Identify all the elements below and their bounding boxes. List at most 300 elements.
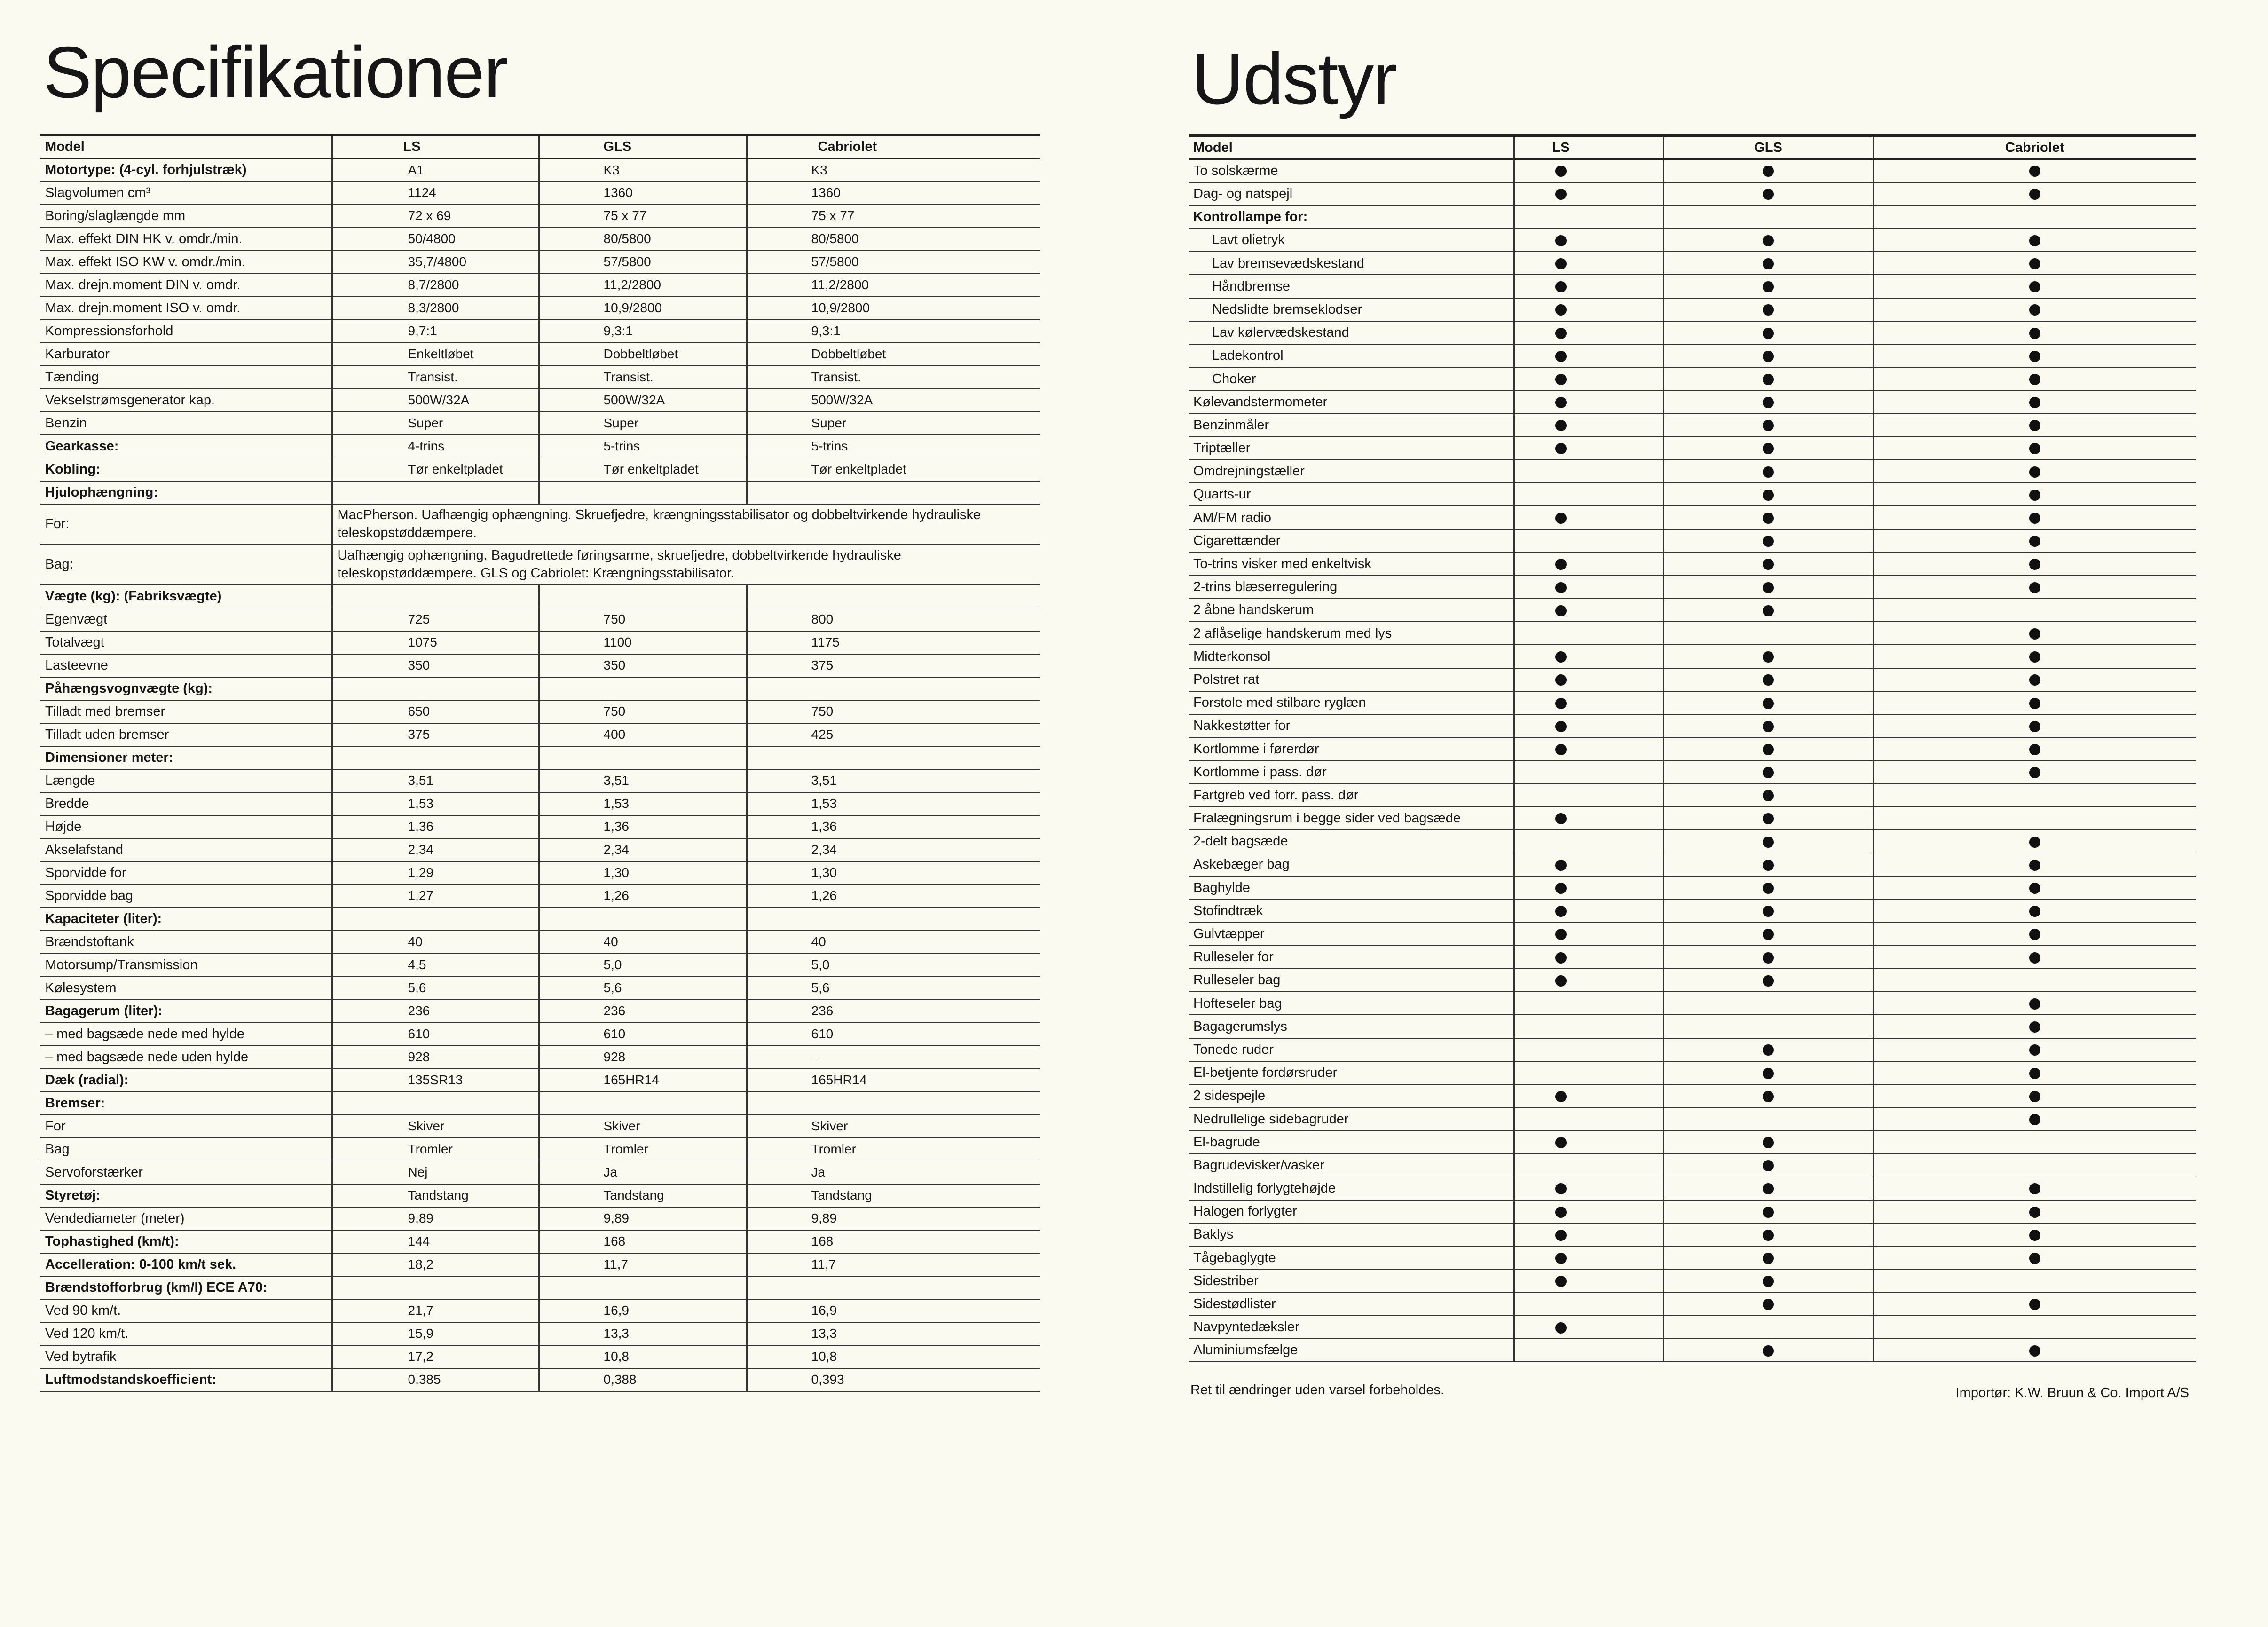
included-dot-icon	[2029, 281, 2040, 292]
spec-row	[40, 182, 1040, 205]
equipment-row-label: To-trins visker med enkeltvisk	[1189, 553, 1514, 576]
equipment-cell-ls	[1514, 159, 1663, 182]
equipment-row-label: 2-delt bagsæde	[1189, 830, 1514, 853]
equipment-cell-cab	[1873, 414, 2196, 437]
included-dot-icon	[1763, 651, 1774, 663]
equipment-cell-cab	[1873, 807, 2196, 830]
included-dot-icon	[1763, 767, 1774, 778]
equipment-cell-cab	[1873, 992, 2196, 1015]
spec-row-value: 18,2	[332, 1253, 539, 1276]
equipment-row-label: AM/FM radio	[1189, 506, 1514, 529]
equipment-row	[1189, 645, 2196, 668]
spec-row-label: Sporvidde bag	[40, 885, 332, 908]
spec-row-label: Bredde	[40, 792, 332, 815]
spec-row-value: 135SR13	[332, 1069, 539, 1092]
included-dot-icon	[1763, 258, 1774, 269]
equipment-row-label: Dag- og natspejl	[1189, 182, 1514, 205]
equipment-cell-gls	[1663, 1154, 1873, 1177]
equipment-cell-cab	[1873, 1061, 2196, 1084]
equipment-row	[1189, 390, 2196, 413]
equipment-row-label: Nedslidte bremseklodser	[1189, 298, 1514, 321]
equipment-cell-ls	[1514, 1061, 1663, 1084]
equipment-cell-gls	[1663, 923, 1873, 946]
equipment-row-label: Triptæller	[1189, 437, 1514, 460]
equipment-cell-ls	[1514, 1038, 1663, 1061]
equipment-row-label: Kontrollampe for:	[1189, 205, 1514, 229]
spec-row-value: 375	[747, 654, 1040, 677]
equipment-cell-ls	[1514, 529, 1663, 553]
spec-row-label: Max. effekt ISO KW v. omdr./min.	[40, 251, 332, 274]
spec-row	[40, 320, 1040, 343]
included-dot-icon	[2029, 1021, 2040, 1033]
equipment-cell-gls	[1663, 159, 1873, 182]
spec-row-label: Påhængsvognvægte (kg):	[40, 677, 332, 700]
spec-row-label: Max. effekt DIN HK v. omdr./min.	[40, 228, 332, 251]
included-dot-icon	[1763, 975, 1774, 987]
spec-row-value: 144	[332, 1230, 539, 1253]
equipment-cell-ls	[1514, 784, 1663, 807]
included-dot-icon	[2029, 744, 2040, 755]
included-dot-icon	[1555, 813, 1567, 824]
equipment-cell-gls	[1663, 668, 1873, 691]
spec-row-value: 8,7/2800	[332, 274, 539, 297]
equipment-row-label: Lavt olietryk	[1189, 229, 1514, 252]
spec-row	[40, 1023, 1040, 1046]
equipment-cell-cab	[1873, 923, 2196, 946]
spec-row	[40, 1069, 1040, 1092]
equipment-row	[1189, 1154, 2196, 1177]
equipment-row-label: Aluminiumsfælge	[1189, 1339, 1514, 1362]
spec-row	[40, 458, 1040, 481]
included-dot-icon	[1555, 374, 1567, 385]
included-dot-icon	[2029, 189, 2040, 200]
equipment-cell-ls	[1514, 229, 1663, 252]
spec-row	[40, 723, 1040, 746]
spec-row	[40, 1368, 1040, 1391]
included-dot-icon	[1555, 1137, 1567, 1148]
included-dot-icon	[1763, 1183, 1774, 1194]
equipment-row-label: Kortlomme i pass. dør	[1189, 760, 1514, 783]
spec-row-value	[539, 1276, 747, 1299]
included-dot-icon	[2029, 513, 2040, 524]
included-dot-icon	[2029, 628, 2040, 640]
spec-row-value: Tromler	[539, 1138, 747, 1161]
included-dot-icon	[1763, 1044, 1774, 1056]
spec-row-value: 1360	[747, 182, 1040, 205]
equipment-row	[1189, 992, 2196, 1015]
equipment-cell-gls	[1663, 506, 1873, 529]
included-dot-icon	[1555, 744, 1567, 755]
spec-row-value: 500W/32A	[747, 389, 1040, 412]
spec-row-value: 50/4800	[332, 228, 539, 251]
spec-row-value: 57/5800	[539, 251, 747, 274]
equipment-cell-cab	[1873, 645, 2196, 668]
included-dot-icon	[2029, 328, 2040, 339]
equipment-row-label: Nedrullelige sidebagruder	[1189, 1107, 1514, 1130]
equipment-row	[1189, 923, 2196, 946]
equipment-row	[1189, 229, 2196, 252]
equipment-cell-ls	[1514, 182, 1663, 205]
spec-row-value: Tandstang	[332, 1184, 539, 1207]
equipment-cell-ls	[1514, 1246, 1663, 1269]
equipment-row	[1189, 1270, 2196, 1293]
equipment-cell-ls	[1514, 367, 1663, 390]
equipment-row-label: Polstret rat	[1189, 668, 1514, 691]
spec-row-label: Egenvægt	[40, 608, 332, 631]
equipment-row-label: Hofteseler bag	[1189, 992, 1514, 1015]
included-dot-icon	[2029, 651, 2040, 663]
spec-row-value	[332, 1276, 539, 1299]
equipment-cell-cab	[1873, 553, 2196, 576]
equipment-cell-cab	[1873, 969, 2196, 992]
included-dot-icon	[2029, 1183, 2040, 1194]
equipment-row-label: Fralægningsrum i begge sider ved bagsæde	[1189, 807, 1514, 830]
equipment-row-label: Tonede ruder	[1189, 1038, 1514, 1061]
included-dot-icon	[2029, 490, 2040, 501]
included-dot-icon	[1763, 1299, 1774, 1310]
spec-row-value: Skiver	[539, 1115, 747, 1138]
spec-row-label: Brændstoftank	[40, 931, 332, 954]
spec-row-value: 1124	[332, 182, 539, 205]
equipment-row	[1189, 460, 2196, 483]
spec-row-value: 5,0	[747, 954, 1040, 977]
spec-row-value: Skiver	[332, 1115, 539, 1138]
spec-row-value: 928	[332, 1046, 539, 1069]
spec-row-value: Tør enkeltpladet	[539, 458, 747, 481]
equipment-row-label: Håndbremse	[1189, 275, 1514, 298]
spec-row-label: Vekselstrømsgenerator kap.	[40, 389, 332, 412]
spec-row-value: Transist.	[539, 366, 747, 389]
spec-row-label: Karburator	[40, 343, 332, 366]
equipment-cell-ls	[1514, 645, 1663, 668]
equipment-cell-cab	[1873, 205, 2196, 229]
spec-row-value: 5,6	[747, 977, 1040, 1000]
equipment-row	[1189, 969, 2196, 992]
included-dot-icon	[1763, 374, 1774, 385]
equipment-row-label: Choker	[1189, 367, 1514, 390]
spec-row-value: 375	[332, 723, 539, 746]
equipment-cell-cab	[1873, 1200, 2196, 1223]
equipment-cell-gls	[1663, 1223, 1873, 1246]
spec-row-label: Tophastighed (km/t):	[40, 1230, 332, 1253]
equipment-row-label: Quarts-ur	[1189, 483, 1514, 506]
spec-row-value: 57/5800	[747, 251, 1040, 274]
equipment-cell-gls	[1663, 414, 1873, 437]
spec-row-value: 165HR14	[747, 1069, 1040, 1092]
spec-row-value: 9,89	[332, 1207, 539, 1230]
column-header: LS	[332, 135, 539, 158]
equipment-row-label: Nakkestøtter for	[1189, 714, 1514, 737]
equipment-cell-ls	[1514, 1107, 1663, 1130]
spec-row-value: 350	[539, 654, 747, 677]
spec-row-value: Super	[332, 412, 539, 435]
equipment-cell-ls	[1514, 460, 1663, 483]
spec-row-label: Dimensioner meter:	[40, 746, 332, 769]
spec-row	[40, 1161, 1040, 1184]
equipment-cell-cab	[1873, 691, 2196, 714]
included-dot-icon	[1555, 721, 1567, 732]
included-dot-icon	[2029, 1068, 2040, 1079]
included-dot-icon	[1555, 860, 1567, 871]
equipment-cell-cab	[1873, 1316, 2196, 1339]
equipment-cell-ls	[1514, 205, 1663, 229]
spec-row-value: 725	[332, 608, 539, 631]
included-dot-icon	[1763, 1345, 1774, 1357]
spec-row-value: Enkeltløbet	[332, 343, 539, 366]
included-dot-icon	[1763, 397, 1774, 408]
equipment-row-label: Omdrejningstæller	[1189, 460, 1514, 483]
included-dot-icon	[1763, 1253, 1774, 1264]
equipment-title: Udstyr	[1191, 38, 1396, 119]
equipment-cell-ls	[1514, 714, 1663, 737]
equipment-cell-gls	[1663, 252, 1873, 275]
spec-row	[40, 815, 1040, 838]
equipment-cell-gls	[1663, 645, 1873, 668]
spec-row-value: 1,26	[539, 885, 747, 908]
equipment-row	[1189, 576, 2196, 599]
equipment-row-label: 2 sidespejle	[1189, 1084, 1514, 1107]
spec-row-value	[539, 481, 747, 504]
column-header: Cabriolet	[747, 135, 1040, 158]
equipment-cell-ls	[1514, 321, 1663, 344]
equipment-cell-gls	[1663, 714, 1873, 737]
spec-row-value: 9,7:1	[332, 320, 539, 343]
equipment-row	[1189, 946, 2196, 969]
included-dot-icon	[2029, 1207, 2040, 1218]
equipment-row	[1189, 182, 2196, 205]
equipment-row-label: Lav bremsevædskestand	[1189, 252, 1514, 275]
equipment-row	[1189, 1339, 2196, 1362]
spec-row-value: 1175	[747, 631, 1040, 654]
equipment-cell-gls	[1663, 992, 1873, 1015]
spec-row	[40, 158, 1040, 182]
spec-row-value	[332, 746, 539, 769]
equipment-cell-ls	[1514, 807, 1663, 830]
included-dot-icon	[2029, 466, 2040, 478]
spec-row-value: Ja	[747, 1161, 1040, 1184]
included-dot-icon	[1555, 351, 1567, 362]
equipment-cell-ls	[1514, 1154, 1663, 1177]
spec-row-value: 750	[539, 700, 747, 723]
equipment-row	[1189, 321, 2196, 344]
spec-row-value: 1075	[332, 631, 539, 654]
equipment-cell-gls	[1663, 807, 1873, 830]
spec-row-value: Tromler	[747, 1138, 1040, 1161]
spec-row-value: 10,8	[747, 1345, 1040, 1368]
equipment-row-label: Tågebaglygte	[1189, 1246, 1514, 1269]
equipment-row	[1189, 830, 2196, 853]
spec-row	[40, 205, 1040, 228]
disclaimer-note: Ret til ændringer uden varsel forbeholdes.	[1190, 1382, 1445, 1398]
equipment-row	[1189, 853, 2196, 876]
spec-row-value: 10,9/2800	[747, 297, 1040, 320]
equipment-row	[1189, 367, 2196, 390]
equipment-row-label: Stofindtræk	[1189, 900, 1514, 923]
included-dot-icon	[1763, 1230, 1774, 1241]
spec-row-value: 40	[332, 931, 539, 954]
equipment-row	[1189, 1246, 2196, 1269]
included-dot-icon	[1763, 235, 1774, 246]
equipment-cell-cab	[1873, 784, 2196, 807]
spec-row-value: 10,8	[539, 1345, 747, 1368]
equipment-cell-gls	[1663, 1130, 1873, 1153]
equipment-cell-cab	[1873, 946, 2196, 969]
equipment-cell-gls	[1663, 1038, 1873, 1061]
spec-row-value: Super	[747, 412, 1040, 435]
included-dot-icon	[2029, 929, 2040, 940]
equipment-cell-ls	[1514, 830, 1663, 853]
spec-row-value: 1,36	[539, 815, 747, 838]
equipment-cell-gls	[1663, 1061, 1873, 1084]
spec-row	[40, 1138, 1040, 1161]
spec-row-value: 2,34	[332, 838, 539, 861]
spec-row-value	[539, 908, 747, 931]
spec-row-label: Akselafstand	[40, 838, 332, 861]
included-dot-icon	[1763, 1207, 1774, 1218]
spec-row-label: Max. drejn.moment ISO v. omdr.	[40, 297, 332, 320]
equipment-row-label: 2 åbne handskerum	[1189, 599, 1514, 622]
spec-row-label: Motorsump/Transmission	[40, 954, 332, 977]
included-dot-icon	[2029, 536, 2040, 547]
spec-row-value: 610	[539, 1023, 747, 1046]
equipment-cell-cab	[1873, 275, 2196, 298]
equipment-cell-gls	[1663, 1293, 1873, 1316]
included-dot-icon	[1763, 721, 1774, 732]
equipment-cell-ls	[1514, 506, 1663, 529]
included-dot-icon	[1555, 1322, 1567, 1334]
spec-row-value: 40	[539, 931, 747, 954]
equipment-cell-gls	[1663, 321, 1873, 344]
spec-row	[40, 654, 1040, 677]
spec-row-value: 21,7	[332, 1299, 539, 1322]
equipment-cell-gls	[1663, 1316, 1873, 1339]
equipment-row-label: Kølevandstermometer	[1189, 390, 1514, 413]
equipment-cell-gls	[1663, 969, 1873, 992]
equipment-row-label: Sidestriber	[1189, 1270, 1514, 1293]
equipment-row-label: Baklys	[1189, 1223, 1514, 1246]
equipment-cell-cab	[1873, 1223, 2196, 1246]
equipment-cell-ls	[1514, 923, 1663, 946]
included-dot-icon	[1763, 837, 1774, 848]
spec-row	[40, 1230, 1040, 1253]
equipment-row	[1189, 714, 2196, 737]
spec-row-value: 610	[332, 1023, 539, 1046]
equipment-cell-gls	[1663, 275, 1873, 298]
spec-row-value: 9,3:1	[747, 320, 1040, 343]
included-dot-icon	[1555, 235, 1567, 246]
included-dot-icon	[2029, 883, 2040, 894]
equipment-row	[1189, 298, 2196, 321]
equipment-cell-ls	[1514, 876, 1663, 899]
spec-row	[40, 977, 1040, 1000]
spec-row-value: –	[747, 1046, 1040, 1069]
equipment-cell-cab	[1873, 1246, 2196, 1269]
equipment-cell-cab	[1873, 252, 2196, 275]
spec-row-value: 80/5800	[747, 228, 1040, 251]
equipment-row-label: Gulvtæpper	[1189, 923, 1514, 946]
included-dot-icon	[1555, 1276, 1567, 1287]
spec-row-value: Transist.	[747, 366, 1040, 389]
equipment-cell-cab	[1873, 1154, 2196, 1177]
equipment-cell-gls	[1663, 946, 1873, 969]
equipment-cell-gls	[1663, 760, 1873, 783]
spec-row-value: 2,34	[539, 838, 747, 861]
equipment-row	[1189, 599, 2196, 622]
equipment-cell-cab	[1873, 483, 2196, 506]
spec-row-value: 3,51	[747, 769, 1040, 792]
equipment-cell-gls	[1663, 1107, 1873, 1130]
spec-row-value: 10,9/2800	[539, 297, 747, 320]
included-dot-icon	[1555, 304, 1567, 316]
included-dot-icon	[1555, 397, 1567, 408]
spec-row-label: Bag	[40, 1138, 332, 1161]
included-dot-icon	[2029, 767, 2040, 778]
included-dot-icon	[2029, 258, 2040, 269]
equipment-row-label: El-bagrude	[1189, 1130, 1514, 1153]
included-dot-icon	[1763, 351, 1774, 362]
equipment-cell-gls	[1663, 182, 1873, 205]
equipment-cell-ls	[1514, 1316, 1663, 1339]
included-dot-icon	[2029, 1114, 2040, 1125]
spec-row-value: 13,3	[747, 1322, 1040, 1345]
spec-row-value: Dobbeltløbet	[747, 343, 1040, 366]
spec-row	[40, 545, 1040, 585]
included-dot-icon	[1763, 790, 1774, 801]
equipment-cell-gls	[1663, 691, 1873, 714]
spec-row-value: 1,29	[332, 861, 539, 885]
included-dot-icon	[1555, 929, 1567, 940]
spec-row-value: 9,89	[539, 1207, 747, 1230]
spec-row	[40, 274, 1040, 297]
spec-row-value	[747, 746, 1040, 769]
included-dot-icon	[1555, 1230, 1567, 1241]
spec-row-label: Kompressionsforhold	[40, 320, 332, 343]
spec-row-value: Dobbeltløbet	[539, 343, 747, 366]
spec-table-body	[40, 158, 1040, 1391]
spec-row	[40, 412, 1040, 435]
equipment-row-label: Cigarettænder	[1189, 529, 1514, 553]
spec-row	[40, 1046, 1040, 1069]
included-dot-icon	[1555, 281, 1567, 292]
spec-row-value	[539, 677, 747, 700]
equipment-cell-ls	[1514, 737, 1663, 760]
equipment-row	[1189, 1130, 2196, 1153]
spec-row-value	[747, 481, 1040, 504]
equipment-cell-ls	[1514, 668, 1663, 691]
spec-row-value: 1,36	[332, 815, 539, 838]
spec-row-value: 80/5800	[539, 228, 747, 251]
spec-row-value: 1100	[539, 631, 747, 654]
spec-row	[40, 504, 1040, 545]
spec-row	[40, 885, 1040, 908]
equipment-table-body	[1189, 159, 2196, 1362]
included-dot-icon	[1763, 582, 1774, 593]
equipment-cell-ls	[1514, 1084, 1663, 1107]
spec-row	[40, 861, 1040, 885]
included-dot-icon	[1763, 698, 1774, 709]
spec-row-value: 1,30	[539, 861, 747, 885]
spec-row-value: 75 x 77	[747, 205, 1040, 228]
equipment-cell-ls	[1514, 622, 1663, 645]
equipment-row	[1189, 553, 2196, 576]
included-dot-icon	[1555, 189, 1567, 200]
equipment-cell-gls	[1663, 576, 1873, 599]
spec-row-value: Ja	[539, 1161, 747, 1184]
equipment-cell-cab	[1873, 390, 2196, 413]
spec-row-label: Accelleration: 0-100 km/t sek.	[40, 1253, 332, 1276]
equipment-cell-cab	[1873, 668, 2196, 691]
included-dot-icon	[2029, 906, 2040, 917]
